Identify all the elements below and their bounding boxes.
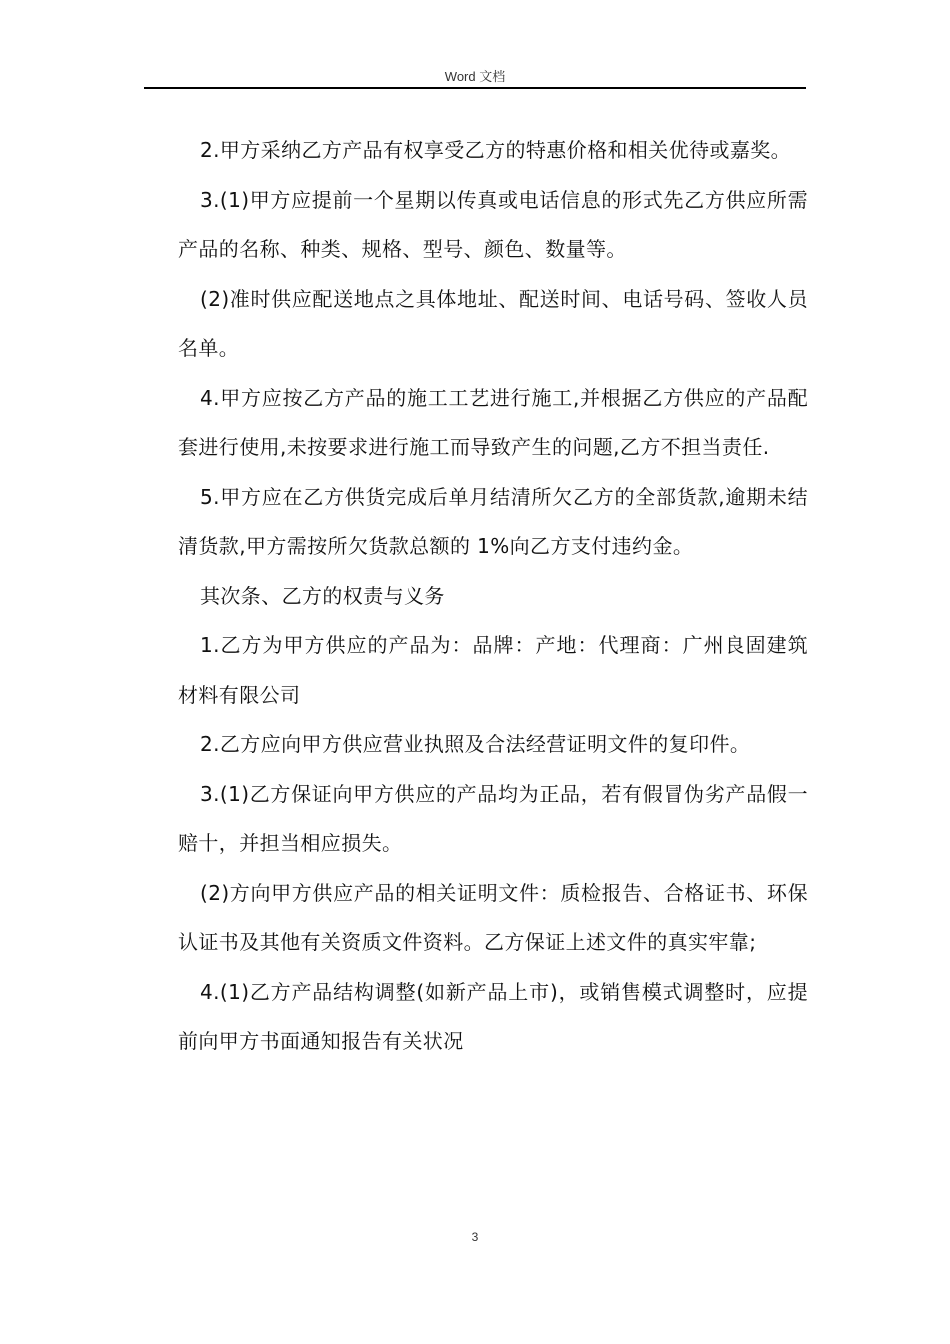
paragraph: 5.甲方应在乙方供货完成后单月结清所欠乙方的全部货款,逾期未结清货款,甲方需按所欠货款总额的 1%向乙方支付违约金。: [178, 484, 808, 558]
document-body: [178, 126, 808, 1067]
page-header: Word 文档: [444, 69, 506, 84]
section-heading: 其次条、乙方的权责与义务: [200, 583, 445, 608]
page-number: 3: [471, 1230, 479, 1244]
paragraph: 2.甲方采纳乙方产品有权享受乙方的特惠价格和相关优待或嘉奖。: [200, 138, 792, 162]
paragraph: (2)准时供应配送地点之具体地址、配送时间、电话号码、签收人员名单。: [178, 286, 808, 360]
paragraph: 4.(1)乙方产品结构调整(如新产品上市)，或销售模式调整时，应提前向甲方书面通知报告有关状况: [178, 979, 808, 1053]
header-divider: [144, 87, 806, 89]
paragraph: 3.(1)甲方应提前一个星期以传真或电话信息的形式先乙方供应所需产品的名称、种类、规格、型号、颜色、数量等。: [178, 187, 808, 261]
paragraph: (2)方向甲方供应产品的相关证明文件：质检报告、合格证书、环保认证书及其他有关资质文件资料。乙方保证上述文件的真实牢靠;: [178, 880, 808, 954]
paragraph: 2.乙方应向甲方供应营业执照及合法经营证明文件的复印件。: [200, 732, 751, 756]
paragraph: 4.甲方应按乙方产品的施工工艺进行施工,并根据乙方供应的产品配套进行使用,未按要求进行施工而导致产生的问题,乙方不担当责任.: [178, 385, 808, 459]
paragraph: 1.乙方为甲方供应的产品为：品牌：产地：代理商：广州良固建筑材料有限公司: [178, 633, 808, 707]
paragraph: 3.(1)乙方保证向甲方供应的产品均为正品，若有假冒伪劣产品假一赔十，并担当相应损失。: [178, 781, 808, 855]
